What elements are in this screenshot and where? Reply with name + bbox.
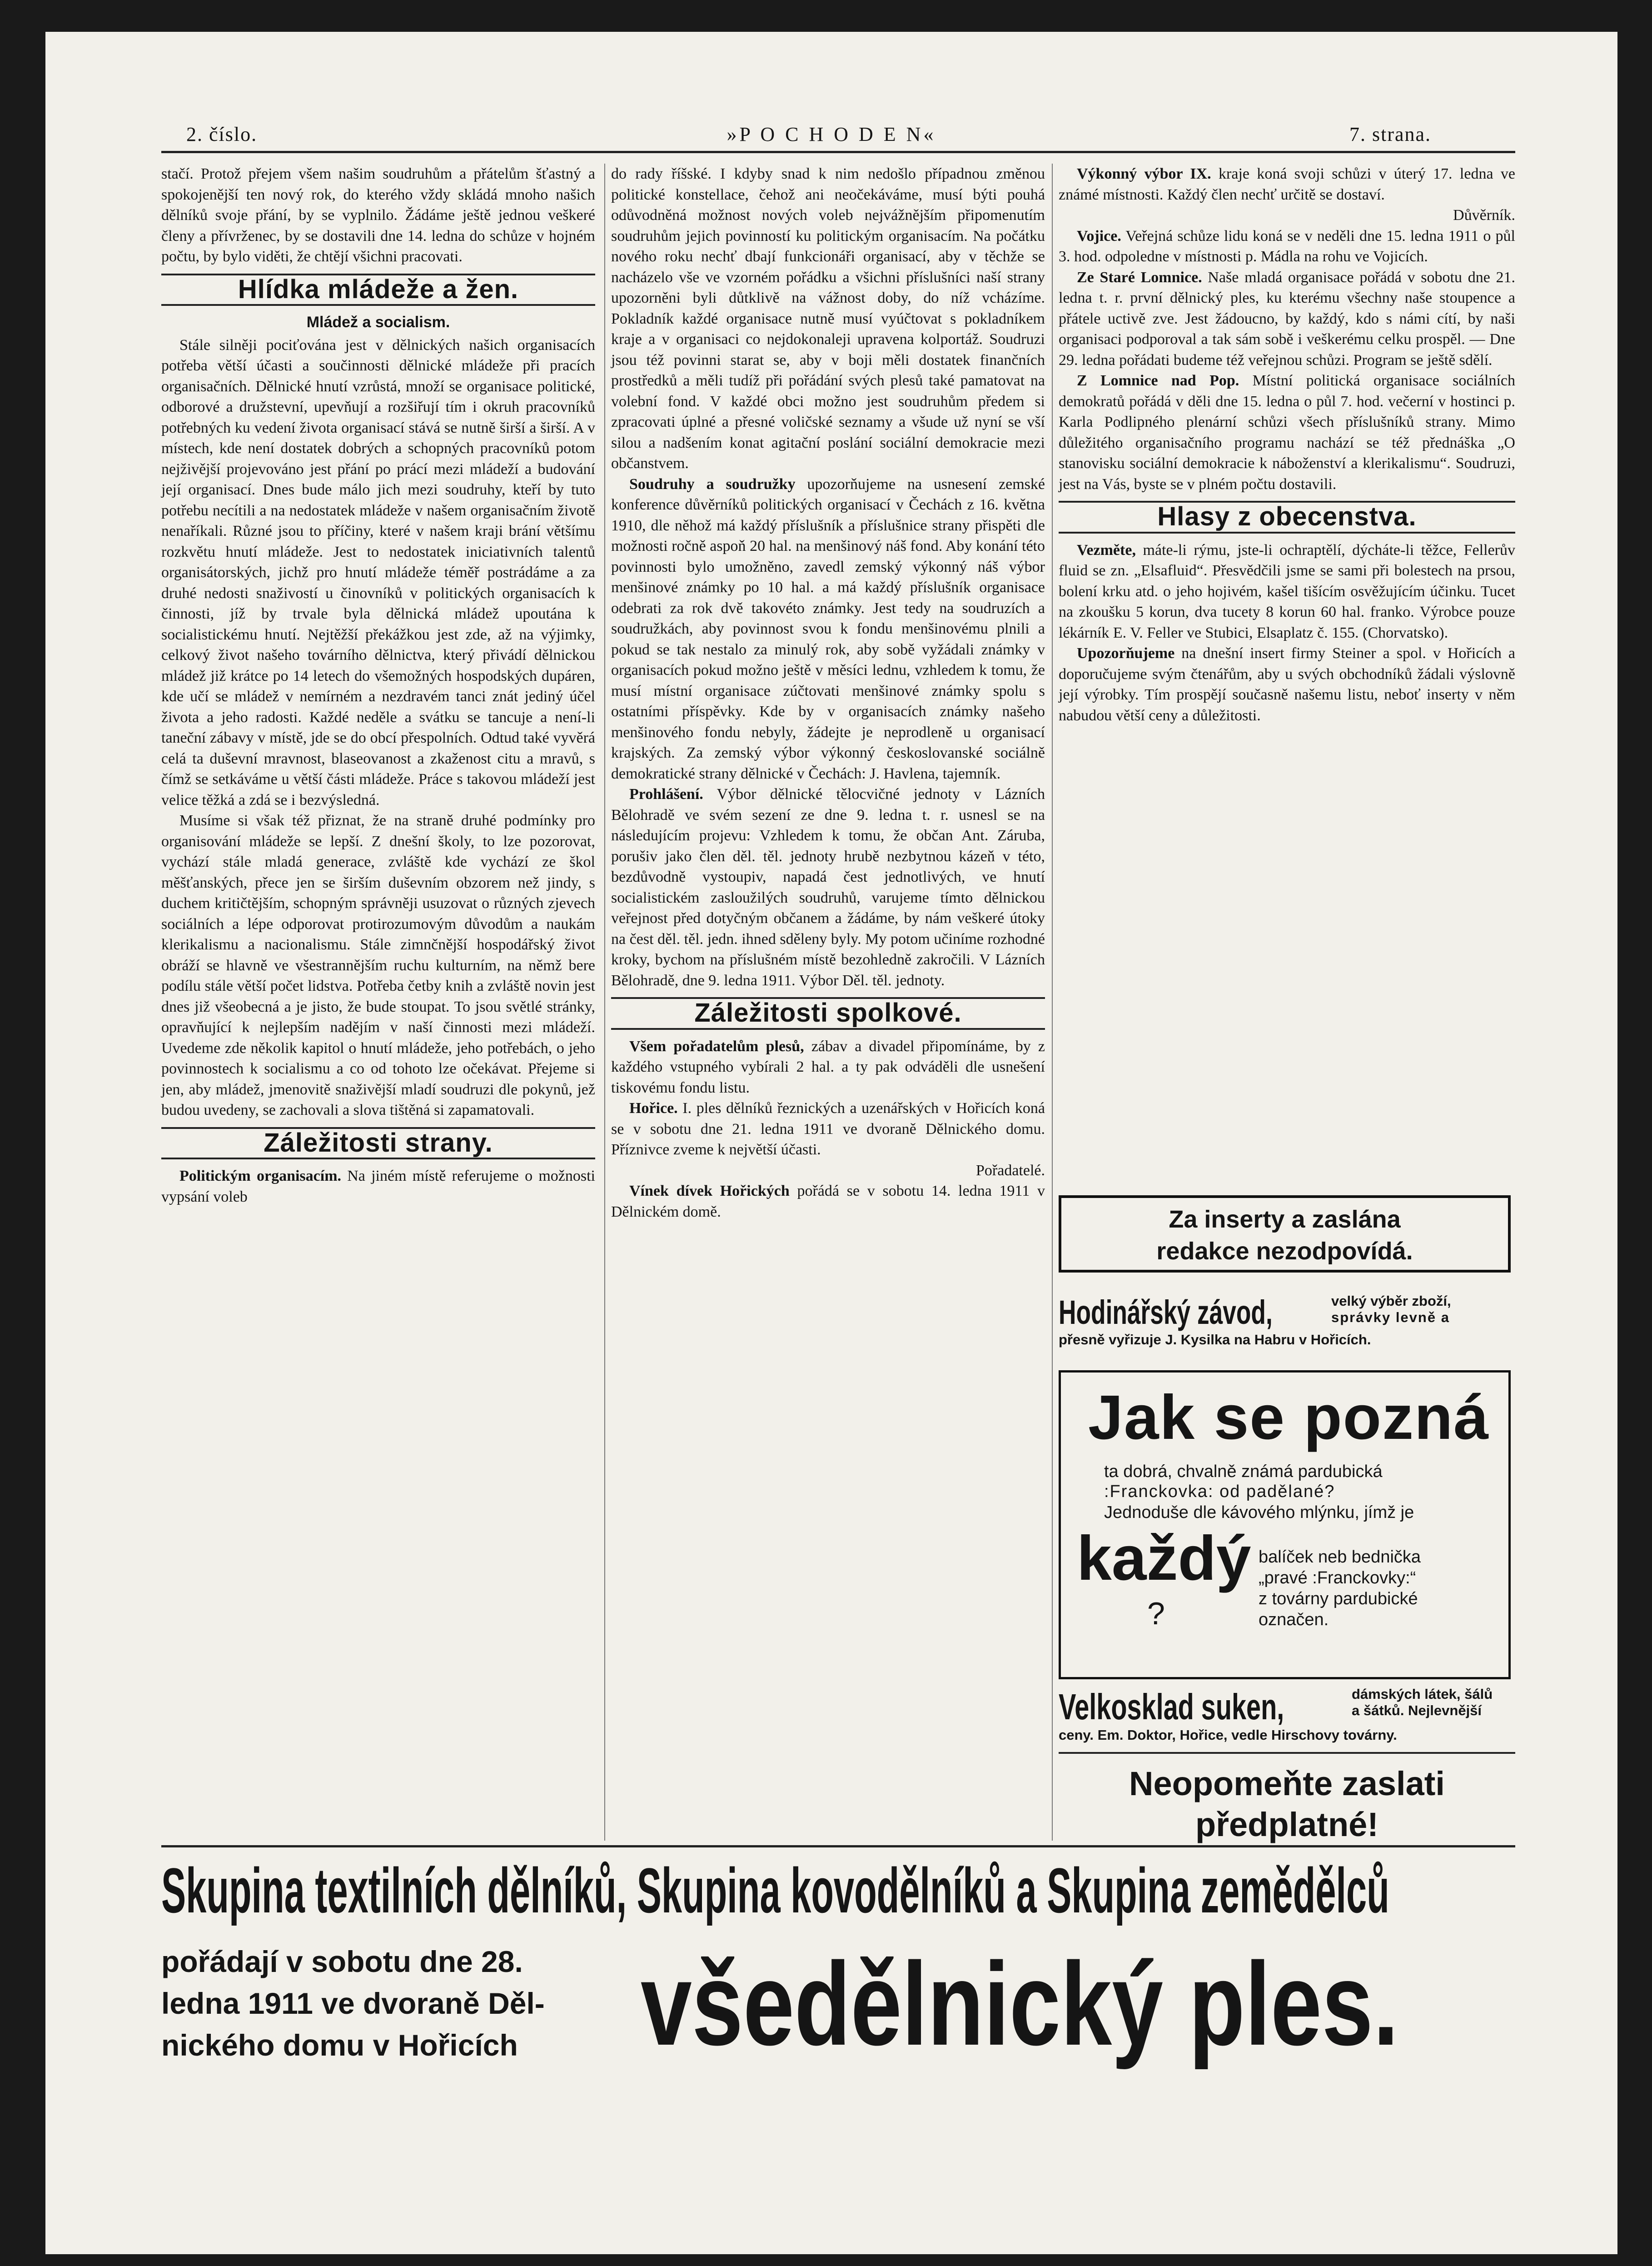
bottom-ad-line: nického domu v Hořicích: [161, 2028, 518, 2062]
bottom-ad-big-wrap: [641, 1938, 1518, 2075]
bottom-ad-big-text: všedělnický ples.: [641, 1938, 1399, 2070]
article-paragraph: [1059, 370, 1515, 494]
watchmaker-ad: [1059, 1293, 1515, 1361]
column-2: [611, 164, 1045, 1222]
column-divider: [1052, 164, 1053, 1841]
lead-in: Ze Staré Lomnice.: [1077, 269, 1202, 286]
bottom-ad-line: pořádají v sobotu dne 28.: [161, 1945, 523, 1978]
paragraph-text: Výbor dělnické tělocvičné jednoty v Lázních Bělohradě ve svém sezení ze dne 9. ledna t. r. usnesl se na následujícím projevu: Vzhledem k tomu, že občan Ant. Záruba, porušiv jako člen děl. těl. jednoty hrubě nezbytnou kázeň v této, bezdůvodně vystoupiv, napadá čest jednotlivých, ve hnutí socialistickém zasloužilých soudruhů, varujeme tímto dělnickou veřejnost před dotyčným občanem a žádáme, by nám veškeré útoky na čest děl. těl. jedn. ihned sděleny byly. My potom učiníme rozhodné kroky, bychom na příslušném místě bezohledně zakročili. V Lázních Bělohradě, dne 9. ledna 1911. Výbor Děl. těl. jednoty.: [611, 786, 1045, 989]
signature: Důvěrník.: [1453, 207, 1515, 224]
article-paragraph: Musíme si však též přiznat, že na straně druhé podmínky pro organisování mládeže se lepší. Z dnešní školy, to lze pozorovat, vychází stále mladá generace, zvláště kde vychází ze škol měšťanských, přece jen se širším duševním obzorem než jindy, s duchem kritičtějším, schopným správněji usuzovat o různých zjevech sociálních a lépe odporovat protirozumovým důvodům a naukám klerikalismu a nacionalismu. Stále zimnčnější hospodářský život obráží se hlavně ve všestrannějším ruchu kulturním, na němž bere podílu stále větší počet lidstva. Potřeba četby knih a zvláště novin jest dnes již všeobecná a je jisto, že bude stoupat. To jsou světlé stránky, opravňující k nejlepším nadějím v naší činnosti mezi mládeží. Uvedeme zde několik kapitol o hnutí mládeže, jeho potřebách, o jeho povinnostech k socialismu a co od tohoto lze očekávat. Přejeme si jen, aby mládež, jmenovitě snaživější mladí soudruzi dle pokynů, jež budou uvedeny, se zachovali a slova tištěná si zapamatovali.: [161, 812, 595, 1118]
reminder-line: předplatné!: [1195, 1806, 1378, 1843]
article-paragraph: [1059, 164, 1515, 205]
article-paragraph: [611, 1098, 1045, 1160]
ad-question-mark: ?: [1147, 1596, 1165, 1631]
ad-text: a šátků. Nejlevnější: [1352, 1702, 1482, 1718]
lead-in: Soudruhy a soudružky: [629, 475, 796, 493]
notice-line: redakce nezodpovídá.: [1156, 1238, 1413, 1265]
article-paragraph: [611, 1181, 1045, 1222]
paragraph-text: kraje koná svoji schůzi v úterý 17. ledna ve známé místnosti. Každý člen nechť určitě se dostaví.: [1059, 165, 1515, 203]
article-paragraph: Stále silněji pociťována jest v dělnických našich organisacích potřeba větší účasti a součinnosti dělnické mládeže při pracích organisačních. Dělnické hnutí vzrůstá, množí se organisace politické, odborové a družstevní, upevňují a rozšiřují tím i okruh pracovníků potřebných ku vedení života organisací stává se nutně širší a širší. A v místech, kde není dostatek dobrých a schopných pracovníků potom nejživější projevováno jest přání po prácí mezi mládeží a budování její organisací. Dnes bude málo jich mezi soudruhy, kteří by tuto potřebu necítili a na nedostatek mládeže v našem organisačním životě nenaříkali. Různé jsou to příčiny, které v našem kraji brání většímu rozkvětu hnutí mládeže. Jest to nedostatek iniciativních talentů organisátorských, jichž pro hnutí mládeže téměř postrádáme a za druhé nedosti snaživostí u činovníků v politických organisacích k činnosti, jíž by trvale byla dělnická mládež upoutána k socialistickému hnutí. Nejtěžší překážkou jest zde, až na výjimky, celkový život našeho továrního dělnictva, který přivádí dělnickou mládež již krátce po 14 letech do všemožných hospodských dupáren, kde učí se mládež v nemírném a nezdravém tanci znát jediný účel života a jeho radosti. Každé neděle a svátku se tancuje a není-li taneční zábavy v místě, jde se do obcí přespolních. Odtud také vyvěrá celá ta duševní mravnost, blaseovanost a zkaženost citu a mravů, s čímž se setkáváme u větší části mládeže. Práce s takovou mládeží jest velice těžká a zdá se i bezvýsledná.: [161, 336, 595, 809]
ad-text: :Franckovka: od padělané?: [1104, 1482, 1335, 1501]
lead-in: Upozorňujeme: [1077, 645, 1175, 662]
newspaper-title: »P O C H O D E N«: [726, 123, 936, 145]
paragraph-text: Místní politická organisace sociálních demokratů pořádá v děli dne 15. ledna o půl 7. hod. večerní v hostinci p. Karla Podlipného plenární schůzi všech příslušníků strany. Mimo důležitého organisačního programu nachází se též přednáška „O stanovisku sociální demokracie k náboženství a klerikalismu“. Soudruzi, jest na Vás, byste se v plném počtu dostavili.: [1059, 372, 1515, 493]
issue-number: 2. číslo.: [186, 123, 258, 145]
bottom-rule: [161, 1845, 1515, 1847]
lead-in: Výkonný výbor IX.: [1077, 165, 1211, 182]
ad-text: ceny. Em. Doktor, Hořice, vedle Hirschovy továrny.: [1059, 1727, 1397, 1743]
ad-headline: Jak se pozná: [1088, 1383, 1490, 1452]
article-paragraph: do rady říšské. I kdyby snad k nim nedošlo případnou změnou politické konstellace, čehož ani neočekáváme, musí býti pouhá odůvodněná možnost nových voleb nejvážnějším připomenutím soudruhům jejich povinností ku politickým organisacím. Na počátku nového roku nechť dbají funkcionáři organisací, aby v těchže se nacházelo vše ve vzorném pořádku a všichni příslušníci naší strany upozorněni byli důtklivě na vážnost doby, do níž vcházíme. Pokladník každé organisace nutně musí vyúčtovat s pokladníkem kraje a v organisaci co nejdokonaleji upravena kolportáž. Soudruzi jsou též povinni starat se, aby v boji měli dostatek finančních prostředků a měli tudíž při pořádání svých plesů také pamatovat na volební fond. V každé obci možno jest soudruhům předem si zpracovati úplné a přesné voličské seznamy a všude už nyní se vší silou a nadšením konat agitační poslání sociální demokracie mezi občanstvem.: [611, 165, 1045, 472]
article-paragraph: [1059, 267, 1515, 371]
article-paragraph: [161, 1166, 595, 1207]
lead-in: Z Lomnice nad Pop.: [1077, 372, 1239, 389]
article-paragraph: [1059, 226, 1515, 267]
section-heading: Záležitosti spolkové.: [611, 997, 1045, 1030]
lead-in: Hořice.: [629, 1100, 678, 1117]
ad-text: velký výběr zboží,: [1331, 1293, 1451, 1309]
bottom-ad-headline: Skupina textilních dělníků, Skupina kovodělníků a Skupina zemědělců: [161, 1855, 1389, 1926]
ad-text: z továrny pardubické: [1259, 1589, 1418, 1608]
lead-in: Všem pořadatelům plesů,: [629, 1038, 804, 1055]
article-paragraph: [1059, 643, 1515, 726]
signature: Pořadatelé.: [976, 1162, 1045, 1179]
article-title: Mládež a socialism.: [306, 314, 450, 331]
article-paragraph: [611, 1036, 1045, 1098]
article-paragraph: [611, 784, 1045, 991]
paragraph-text: upozorňujeme na usnesení zemské konference důvěrníků politických organisací v Čechách z 16. května 1910, dle něhož má každý příslušník a příslušnice strany přispěti dle možnosti ročně aspoň 20 hal. na menšinový náš fond. Aby konání této povinnosti bylo umožněno, zavedl zemský výkonný náš výbor menšinové známky po 10 hal. a má každý příslušník organisace odebrati za rok dvě takovéto známky. Jest tedy na soudruzích a soudružkách, aby povinnost svou k fondu menšinovému plnili a pokud se tak nestalo za minulý rok, aby sobě vyžádali známky v organisacích pokud možno ještě v měsíci lednu, vzhledem k tomu, že musí místní organisace zúčtovati menšinové známky spolu s ostatními příspěvky. Kde by v organisacích známky našeho menšinového fondu nebyly, žádejte je neprodleně u organisací krajských. Za zemský výbor výkonný českoslovanské sociálně demokratické strany dělnické v Čechách: J. Havlena, tajemník.: [611, 475, 1045, 782]
ad-text: „pravé :Franckovky:“: [1259, 1568, 1416, 1587]
lead-in: Prohlášení.: [629, 786, 703, 803]
newspaper-page: [45, 32, 1617, 2254]
lead-in: Vojice.: [1077, 227, 1121, 245]
paragraph-text: Naše mladá organisace pořádá v sobotu dne 21. ledna t. r. první dělnický ples, ku kterému všechny naše stoupence a přátele uctivě zve. Jest žádoucno, by každý, kdo s námi cítí, by naši organisaci podporoval a tak sám sobě i veškerému celku prospěl. — Dne 29. ledna pořádati budeme též veřejnou schůzi. Program se ještě sdělí.: [1059, 269, 1516, 369]
paragraph-text: pořádá se v sobotu 14. ledna 1911 v Dělnickém domě.: [611, 1183, 1045, 1220]
ad-text: balíček neb bednička: [1259, 1547, 1421, 1567]
ad-text: označen.: [1259, 1610, 1329, 1629]
bottom-ad-details: [161, 1941, 661, 2066]
header-rule: [161, 151, 1515, 153]
franckovka-ad: [1059, 1370, 1511, 1679]
reminder-line: Neopomeňte zaslati: [1129, 1765, 1445, 1802]
lead-in: Politickým organisacím.: [179, 1168, 342, 1184]
lead-in: Vínek dívek Hořických: [629, 1183, 790, 1199]
notice-line: Za inserty a zaslána: [1169, 1206, 1401, 1233]
article-paragraph: [1059, 540, 1515, 644]
column-divider: [604, 164, 605, 1841]
bottom-ad-line: ledna 1911 ve dvoraně Děl-: [161, 1986, 545, 2020]
ad-big-word: každý: [1077, 1523, 1251, 1593]
column-1: [161, 164, 595, 1207]
intro-paragraph: stačí. Protož přejem všem našim soudruhům a přátelům šťastný a spokojenější ten nový rok, do kterého vždy skládá mnoho našich dělníků svoje přání, by se vyplnilo. Žádáme ještě jednou veškeré členy a přívrženec, by se dostavili dne 14. ledna do schůze v hojném počtu, by bylo viděti, že chtějí všichni pracovati.: [161, 165, 595, 265]
ad-text: Jednoduše dle kávového mlýnku, jímž je: [1104, 1503, 1414, 1522]
ad-text: dámských látek, šálů: [1352, 1686, 1493, 1702]
paragraph-text: na dnešní insert firmy Steiner a spol. v Hořicích a doporučujeme svým čtenářům, aby u svých obchodníků žádali výslovně její výrobky. Tím prospějí současně našemu listu, neboť inserty v něm nabudou větší ceny a důležitosti.: [1059, 645, 1515, 724]
paragraph-text: Veřejná schůze lidu koná se v neděli dne 15. ledna 1911 o půl 3. hod. odpoledne v místnosti p. Mádla na rohu ve Vojicích.: [1059, 227, 1515, 265]
ad-text: ta dobrá, chvalně známá pardubická: [1104, 1462, 1383, 1481]
section-heading: Záležitosti strany.: [161, 1127, 595, 1160]
paragraph-text: I. ples dělníků řeznických a uzenářských v Hořicích koná se v sobotu dne 21. ledna 1911 ve dvoraně Dělnického domu. Příznivce zveme k největší účasti.: [611, 1100, 1045, 1158]
paragraph-text: Na jiném místě referujeme o možnosti vypsání voleb: [161, 1168, 595, 1205]
paragraph-text: zábav a divadel připomínáme, by z každého vstupného vybírali 2 hal. a ty pak odváděli dle usnešení tiskovému fondu listu.: [611, 1038, 1045, 1096]
ad-business-name: Velkosklad suken,: [1059, 1687, 1284, 1727]
ad-business-name: Hodinářský závod,: [1059, 1293, 1273, 1331]
article-paragraph: [611, 474, 1045, 784]
ad-text: přesně vyřizuje J. Kysilka na Habru v Hořicích.: [1059, 1332, 1371, 1348]
subscription-reminder: [1059, 1763, 1515, 1845]
ad-text: správky levně a: [1331, 1309, 1450, 1325]
cloth-wholesale-ad: [1059, 1686, 1515, 1754]
ad-rule: [1059, 1752, 1515, 1754]
bottom-ad-headline-wrap: [161, 1854, 1520, 1927]
editorial-notice-box: [1059, 1195, 1511, 1273]
page-number: 7. strana.: [1349, 123, 1432, 145]
paragraph-text: máte-li rýmu, jste-li ochraptělí, dýcháte-li těžce, Fellerův fluid se zn. „Elsafluid“. Přesvědčili jsme se sami při bolestech na prsou, bolení krku atd. o jeho hojivém, kašel tišícím osvěžujícím účinku. Tucet na zkoušku 5 korun, dva tucety 8 korun 60 hal. franko. Výrobce pouze lékárník E. V. Feller ve Stubici, Elsaplatz č. 155. (Chorvatsko).: [1059, 541, 1515, 641]
lead-in: Vezměte,: [1077, 541, 1136, 559]
section-heading: Hlasy z obecenstva.: [1059, 501, 1515, 534]
column-3: [1059, 164, 1515, 726]
section-heading: Hlídka mládeže a žen.: [161, 274, 595, 306]
